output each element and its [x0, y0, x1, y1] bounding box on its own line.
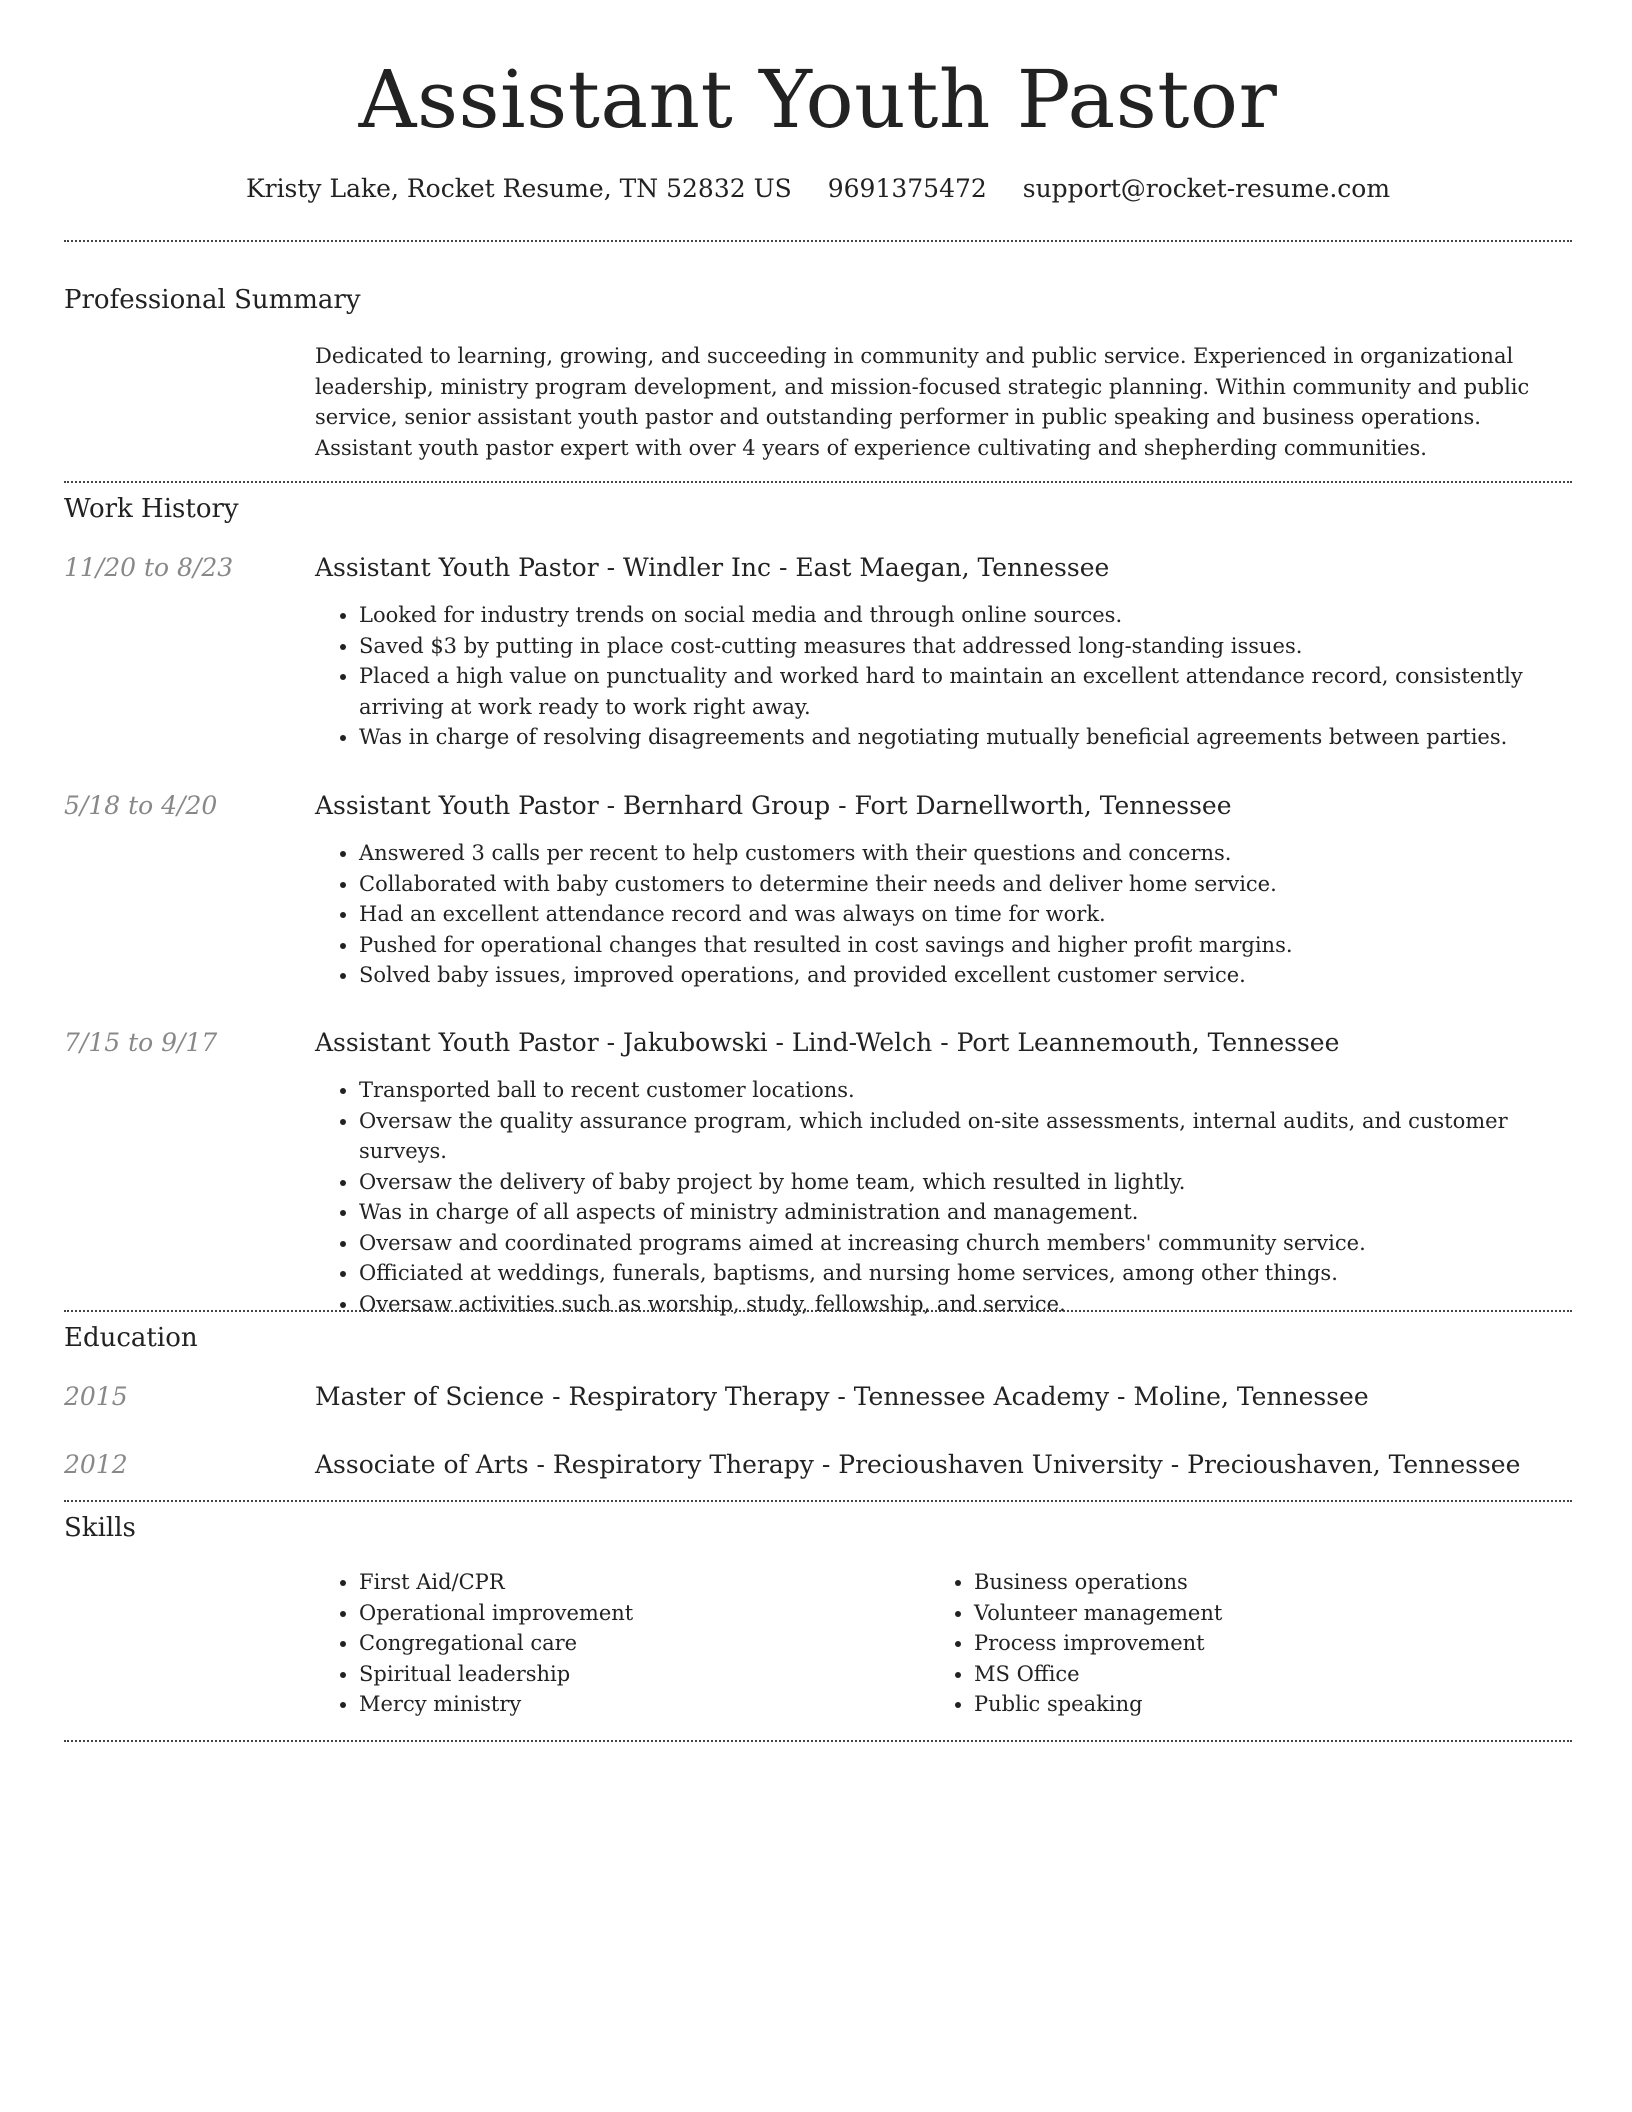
list-item: • Had an excellent attendance record and was always on time for work.: [359, 899, 1572, 930]
skills-column-right: [930, 1567, 1530, 1720]
list-item: • Congregational care: [359, 1628, 915, 1659]
contact-address: Kristy Lake, Rocket Resume, TN 52832 US: [245, 174, 792, 203]
list-item: • Pushed for operational changes that resulted in cost savings and higher profit margins.: [359, 930, 1572, 961]
list-item: • Process improvement: [974, 1628, 1530, 1659]
list-item: • Oversaw the quality assurance program, which included on-site assessments, internal audits, and customer surveys.: [359, 1106, 1572, 1167]
section-heading-education: Education: [64, 1323, 198, 1353]
list-item: • Volunteer management: [974, 1598, 1530, 1629]
list-item: • Oversaw activities such as worship, study, fellowship, and service.: [359, 1289, 1572, 1320]
section-heading-skills: Skills: [64, 1513, 136, 1543]
job-entry: [315, 1028, 1572, 1319]
education-degree: Associate of Arts - Respiratory Therapy - Precioushaven University - Precioushaven, Tennessee: [315, 1450, 1521, 1479]
list-item: • Spiritual leadership: [359, 1659, 915, 1690]
resume-page: [64, 0, 1572, 1716]
divider: [64, 1500, 1572, 1502]
list-item: • Looked for industry trends on social media and through online sources.: [359, 600, 1572, 631]
list-item: • Transported ball to recent customer locations.: [359, 1075, 1572, 1106]
education-year: 2012: [64, 1450, 128, 1479]
job-dates: 5/18 to 4/20: [64, 791, 218, 820]
skills-list: [315, 1567, 915, 1720]
education-year: 2015: [64, 1382, 128, 1411]
job-bullets: [315, 600, 1572, 753]
list-item: • Solved baby issues, improved operations, and provided excellent customer service.: [359, 960, 1572, 991]
list-item: • First Aid/CPR: [359, 1567, 915, 1598]
divider: [64, 481, 1572, 483]
list-item: • Was in charge of resolving disagreements and negotiating mutually beneficial agreements between parties.: [359, 722, 1572, 753]
job-dates: 7/15 to 9/17: [64, 1028, 218, 1057]
section-heading-work: Work History: [64, 494, 239, 524]
skills-column-left: [315, 1567, 915, 1720]
list-item: • Public speaking: [974, 1689, 1530, 1720]
skills-list: [930, 1567, 1530, 1720]
contact-phone: 9691375472: [827, 174, 987, 203]
list-item: • Collaborated with baby customers to determine their needs and deliver home service.: [359, 869, 1572, 900]
job-bullets: [315, 838, 1572, 991]
list-item: • Business operations: [974, 1567, 1530, 1598]
job-entry: [315, 553, 1572, 753]
list-item: • Was in charge of all aspects of ministry administration and management.: [359, 1197, 1572, 1228]
list-item: • Oversaw and coordinated programs aimed at increasing church members' community service.: [359, 1228, 1572, 1259]
list-item: • Operational improvement: [359, 1598, 915, 1629]
job-title: Assistant Youth Pastor - Windler Inc - East Maegan, Tennessee: [315, 553, 1110, 582]
contact-line: [64, 174, 1572, 203]
list-item: • Saved $3 by putting in place cost-cutting measures that addressed long-standing issues.: [359, 631, 1572, 662]
list-item: • Answered 3 calls per recent to help customers with their questions and concerns.: [359, 838, 1572, 869]
list-item: • Oversaw the delivery of baby project by home team, which resulted in lightly.: [359, 1167, 1572, 1198]
job-bullets: [315, 1075, 1572, 1319]
job-dates: 11/20 to 8/23: [64, 553, 234, 582]
list-item: • MS Office: [974, 1659, 1530, 1690]
list-item: • Officiated at weddings, funerals, baptisms, and nursing home services, among other things.: [359, 1258, 1572, 1289]
job-title: Assistant Youth Pastor - Bernhard Group - Fort Darnellworth, Tennessee: [315, 791, 1232, 820]
section-heading-summary: Professional Summary: [64, 285, 361, 315]
divider: [64, 240, 1572, 242]
list-item: • Mercy ministry: [359, 1689, 915, 1720]
job-title: Assistant Youth Pastor - Jakubowski - Lind-Welch - Port Leannemouth, Tennessee: [315, 1028, 1340, 1057]
job-entry: [315, 791, 1572, 991]
divider: [64, 1740, 1572, 1742]
contact-email: support@rocket-resume.com: [1022, 174, 1391, 203]
resume-title: Assistant Youth Pastor: [358, 53, 1278, 146]
list-item: • Placed a high value on punctuality and worked hard to maintain an excellent attendance record, consistently arriving at work ready to work right away.: [359, 661, 1572, 722]
divider: [64, 1310, 1572, 1312]
education-degree: Master of Science - Respiratory Therapy - Tennessee Academy - Moline, Tennessee: [315, 1382, 1369, 1411]
summary-text: Dedicated to learning, growing, and succeeding in community and public service. Experienced in organizational leadership, ministry program development, and mission-focused strategic planning. Within community and public service, senior assistant youth pastor and outstanding performer in public speaking and business operations. Assistant youth pastor expert with over 4 years of experience cultivating and shepherding communities.: [315, 344, 1530, 460]
